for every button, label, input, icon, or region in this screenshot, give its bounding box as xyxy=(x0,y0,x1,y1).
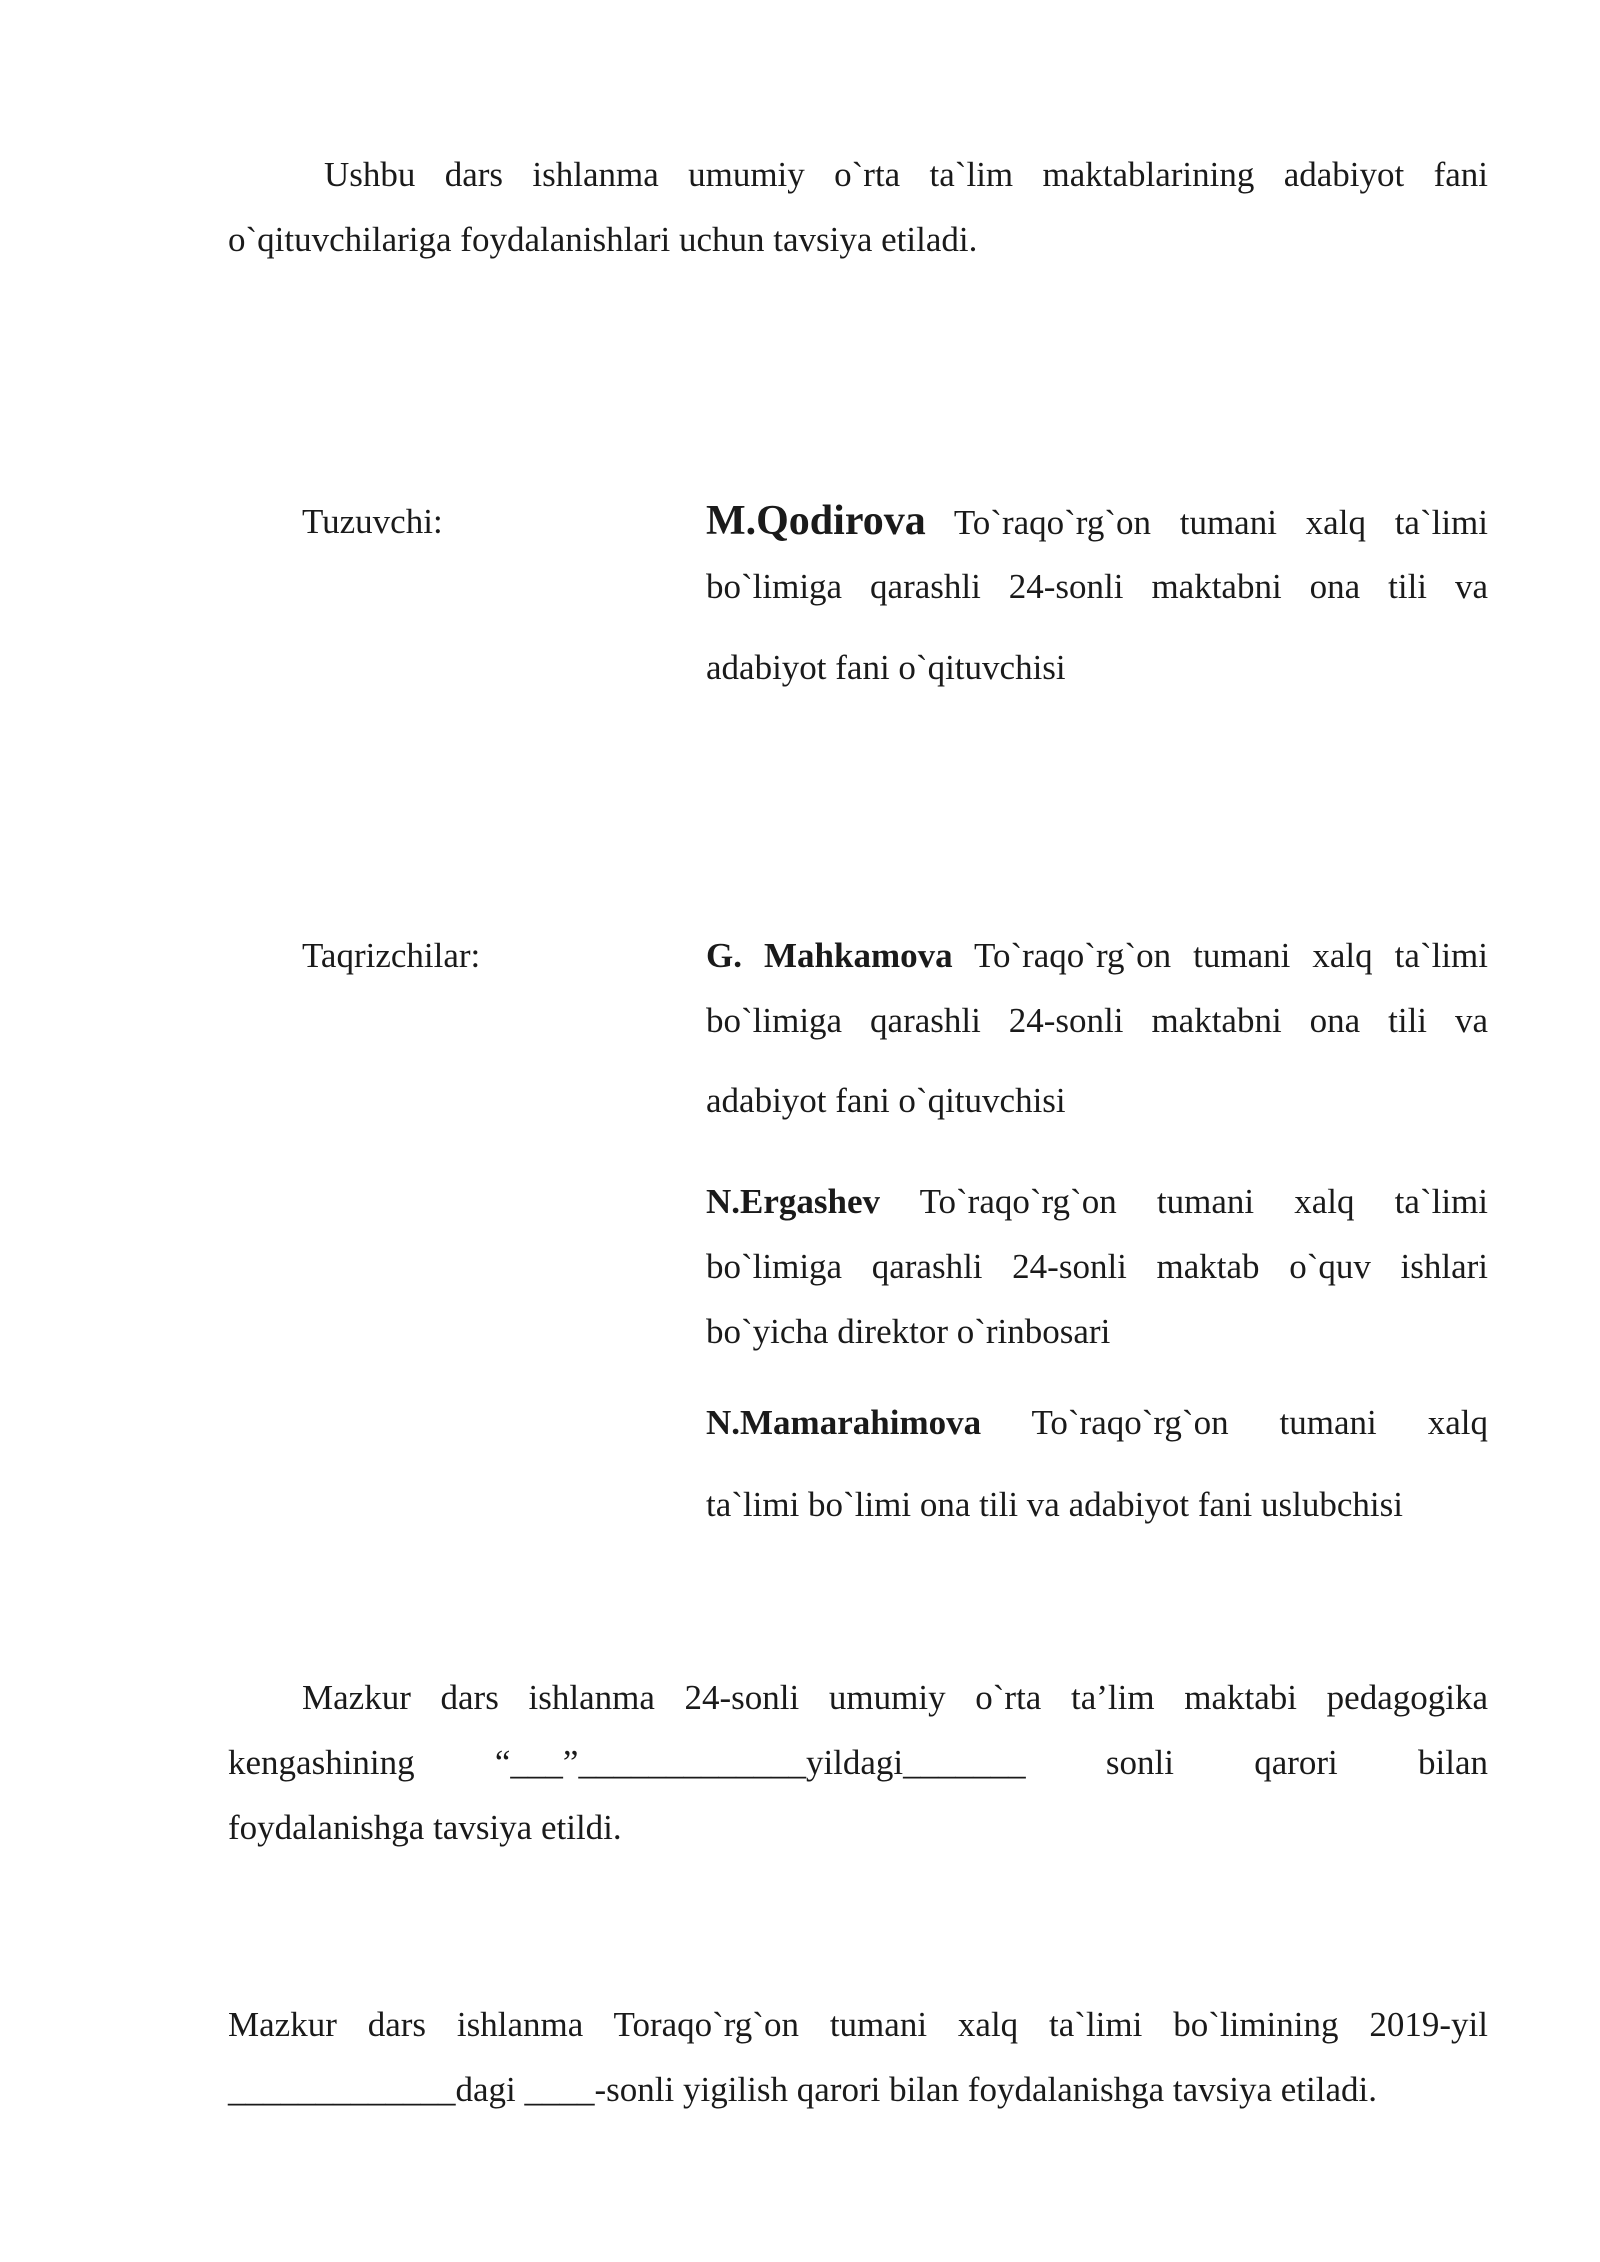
district-note-line-1: Mazkur dars ishlanma Toraqo`rg`on tumani xalq ta`limi bo`limining 2019-yil xyxy=(228,2005,1488,2044)
district-note-line-2: _____________dagi ____-sonli yigilish qarori bilan foydalanishga tavsiya etiladi. xyxy=(228,2070,1377,2109)
council-note-line-1: Mazkur dars ishlanma 24-sonli umumiy o`rta ta’lim maktabi pedagogika xyxy=(302,1678,1488,1717)
reviewer-3-line-2: ta`limi bo`limi ona tili va adabiyot fani uslubchisi xyxy=(706,1485,1403,1524)
reviewers-label: Taqrizchilar: xyxy=(302,936,481,975)
compiler-line-3: adabiyot fani o`qituvchisi xyxy=(706,648,1066,687)
reviewer-1-line-1-rest: To`raqo`rg`on tumani xalq ta`limi xyxy=(974,936,1488,975)
reviewer-2-name: N.Ergashev xyxy=(706,1182,881,1221)
compiler-line-1-rest: To`raqo`rg`on tumani xalq ta`limi xyxy=(953,503,1488,542)
compiler-line-1 xyxy=(706,493,1488,549)
reviewer-2-line-1-rest: To`raqo`rg`on tumani xalq ta`limi xyxy=(919,1182,1488,1221)
reviewer-2-line-3: bo`yicha direktor o`rinbosari xyxy=(706,1312,1111,1351)
council-note-line-2: kengashining “___”_____________yildagi_______ sonli qarori bilan xyxy=(228,1743,1488,1782)
reviewer-3-line-1 xyxy=(706,1398,1488,1448)
compiler-line-2: bo`limiga qarashli 24-sonli maktabni ona tili va xyxy=(706,567,1488,606)
intro-line-1: Ushbu dars ishlanma umumiy o`rta ta`lim maktablarining adabiyot fani xyxy=(324,155,1488,194)
reviewer-1-line-3: adabiyot fani o`qituvchisi xyxy=(706,1081,1066,1120)
reviewer-2-line-2: bo`limiga qarashli 24-sonli maktab o`quv ishlari xyxy=(706,1247,1488,1286)
compiler-label: Tuzuvchi: xyxy=(302,502,443,541)
reviewer-2-line-1 xyxy=(706,1177,1488,1227)
compiler-name: M.Qodirova xyxy=(706,498,926,544)
reviewer-1-line-2: bo`limiga qarashli 24-sonli maktabni ona tili va xyxy=(706,1001,1488,1040)
reviewer-1-line-1 xyxy=(706,931,1488,981)
reviewer-3-line-1-rest: To`raqo`rg`on tumani xalq xyxy=(1031,1403,1488,1442)
reviewer-1-name: G. Mahkamova xyxy=(706,936,953,975)
reviewer-3-name: N.Mamarahimova xyxy=(706,1403,982,1442)
intro-line-2: o`qituvchilariga foydalanishlari uchun tavsiya etiladi. xyxy=(228,220,978,259)
council-note-line-3: foydalanishga tavsiya etildi. xyxy=(228,1808,622,1847)
